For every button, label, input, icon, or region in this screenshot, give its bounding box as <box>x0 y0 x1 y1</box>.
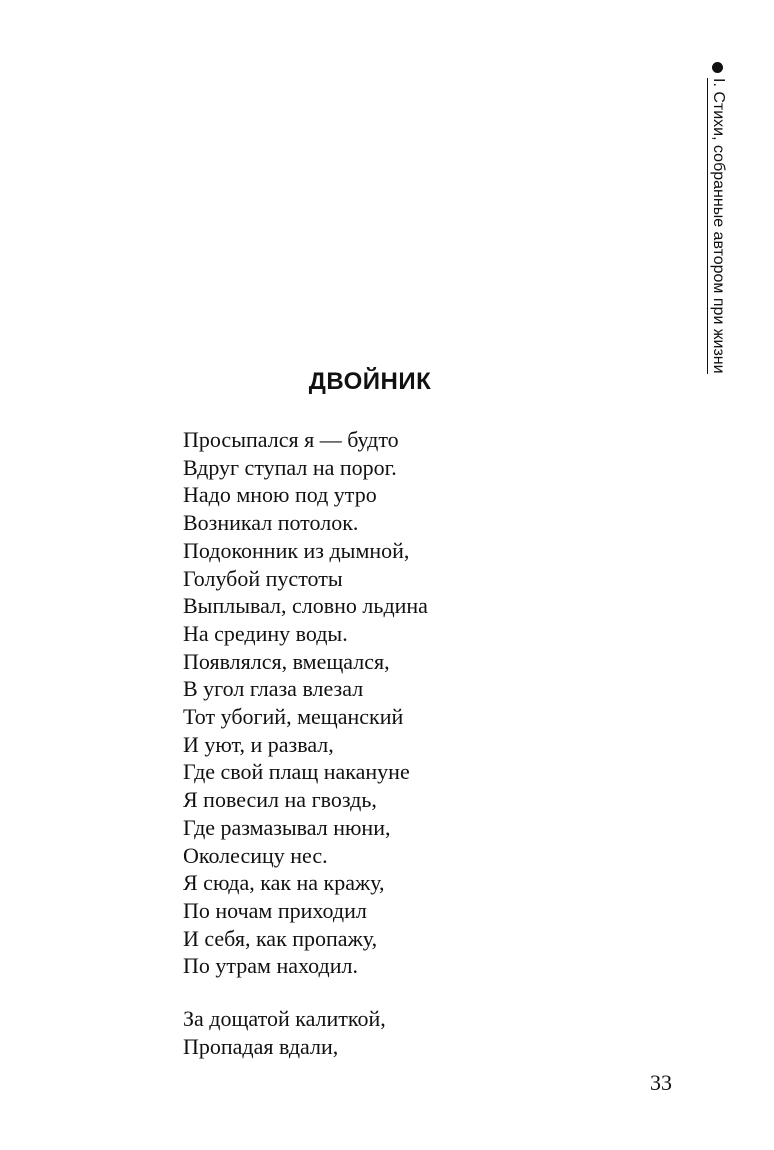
poem-line: По утрам находил. <box>183 953 358 979</box>
bullet-icon <box>712 62 723 73</box>
page-number: 33 <box>650 1070 672 1095</box>
poem-line: В угол глаза влезал <box>183 676 364 702</box>
poem-stanza-1 <box>183 426 428 980</box>
poem-line: Выплывал, словно льдина <box>183 593 428 619</box>
poem-line: Я повесил на гвоздь, <box>183 787 377 813</box>
poem-title: ДВОЙНИК <box>308 368 432 395</box>
poem-line: Околесицу нес. <box>183 842 328 868</box>
poem-line: И себя, как пропажу, <box>183 925 378 951</box>
poem-line: Вдруг ступал на порог. <box>183 454 397 480</box>
poem-line: Тот убогий, мещанский <box>183 704 404 730</box>
poem-line: По ночам приходил <box>183 897 367 923</box>
running-header-line <box>707 62 728 374</box>
poem-line: Пропадая вдали, <box>183 1033 339 1059</box>
poem-line: Я сюда, как на кражу, <box>183 870 385 896</box>
poem-line: За дощатой калиткой, <box>183 1006 386 1031</box>
poem-line: Надо мною под утро <box>183 482 377 508</box>
poem-line: Голубой пустоты <box>183 565 343 591</box>
poem-line: И уют, и развал, <box>183 731 334 757</box>
poem-stanza-2 <box>183 1005 386 1060</box>
running-header-text: I. Стихи, собранные автором при жизни <box>707 78 728 374</box>
poem-line: Появлялся, вмещался, <box>183 648 390 674</box>
poem-line: Возникал потолок. <box>183 510 359 536</box>
poem-line: Подоконник из дымной, <box>183 537 410 563</box>
running-header <box>708 62 728 394</box>
poem-line: Где размазывал нюни, <box>183 814 391 840</box>
poem-line: На средину воды. <box>183 620 348 646</box>
poem-line: Просыпался я — будто <box>183 427 399 452</box>
poem-line: Где свой плащ накануне <box>183 759 410 785</box>
